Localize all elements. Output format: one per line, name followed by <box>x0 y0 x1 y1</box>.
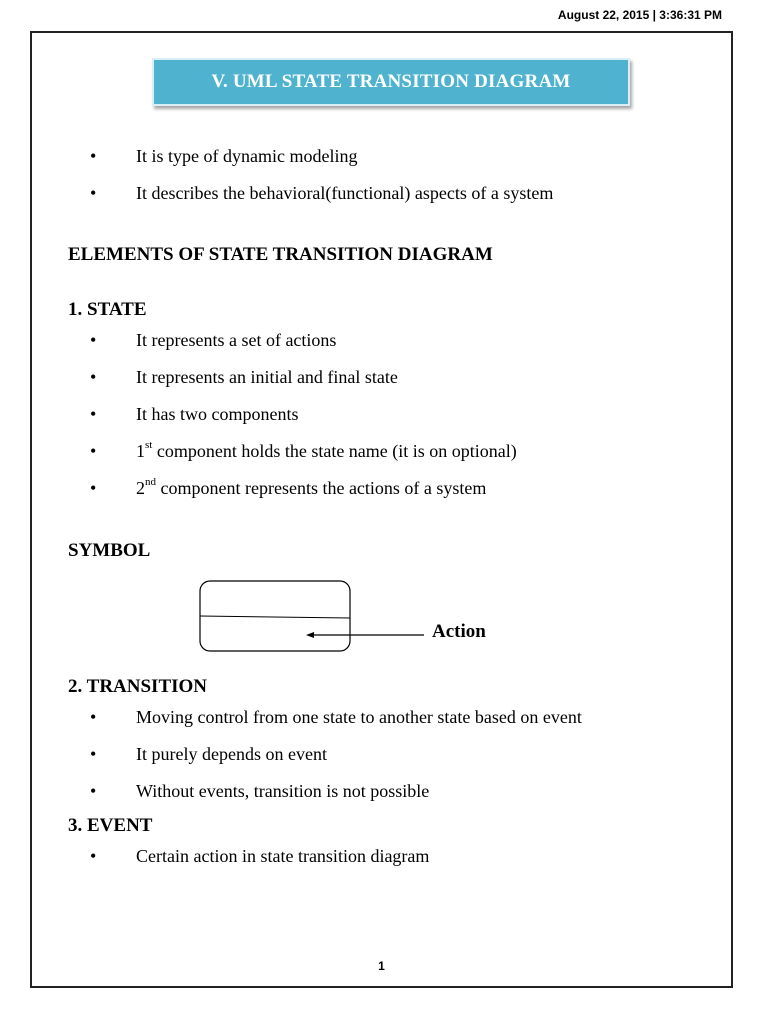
bullet-icon: • <box>90 367 97 387</box>
list-item <box>90 367 398 388</box>
timestamp: August 22, 2015 | 3:36:31 PM <box>557 8 722 22</box>
list-item <box>90 707 582 728</box>
event-heading: 3. EVENT <box>68 815 153 836</box>
list-item-text: component holds the state name (it is on optional) <box>152 441 517 461</box>
list-item <box>90 476 487 499</box>
list-item-text: component represents the actions of a system <box>156 478 487 498</box>
list-item-sup: st <box>145 439 153 451</box>
list-item <box>90 846 430 867</box>
state-heading: 1. STATE <box>68 299 147 320</box>
action-label: Action <box>432 621 486 642</box>
bullet-icon: • <box>90 781 97 801</box>
list-item <box>90 744 327 765</box>
list-item-text: It represents an initial and final state <box>136 367 398 387</box>
list-item <box>90 183 554 204</box>
state-symbol-diagram <box>192 578 432 658</box>
list-item-text: Without events, transition is not possible <box>136 781 430 801</box>
bullet-icon: • <box>90 846 97 866</box>
list-item-text: Certain action in state transition diagram <box>136 846 430 866</box>
page-number: 1 <box>378 959 385 973</box>
list-item-sup: nd <box>145 476 156 488</box>
bullet-icon: • <box>90 183 97 203</box>
list-item-text: It purely depends on event <box>136 744 327 764</box>
transition-heading: 2. TRANSITION <box>68 676 208 697</box>
list-item-num: 1 <box>136 441 145 461</box>
page-title: V. UML STATE TRANSITION DIAGRAM <box>152 58 630 106</box>
arrowhead-icon <box>306 632 314 638</box>
state-divider <box>200 616 350 618</box>
list-item-text: It represents a set of actions <box>136 330 337 350</box>
bullet-icon: • <box>90 146 97 166</box>
list-item <box>90 439 517 462</box>
symbol-heading: SYMBOL <box>68 540 151 561</box>
bullet-icon: • <box>90 330 97 350</box>
list-item <box>90 781 430 802</box>
bullet-icon: • <box>90 744 97 764</box>
bullet-icon: • <box>90 478 97 498</box>
elements-heading: ELEMENTS OF STATE TRANSITION DIAGRAM <box>68 244 493 265</box>
bullet-icon: • <box>90 441 97 461</box>
list-item <box>90 146 358 167</box>
page-frame <box>30 31 733 988</box>
list-item <box>90 330 337 351</box>
list-item-num: 2 <box>136 478 145 498</box>
list-item-text: Moving control from one state to another state based on event <box>136 707 582 727</box>
list-item-text: It is type of dynamic modeling <box>136 146 358 166</box>
list-item-text: It describes the behavioral(functional) aspects of a system <box>136 183 554 203</box>
bullet-icon: • <box>90 404 97 424</box>
list-item-text: It has two components <box>136 404 299 424</box>
bullet-icon: • <box>90 707 97 727</box>
list-item <box>90 404 299 425</box>
